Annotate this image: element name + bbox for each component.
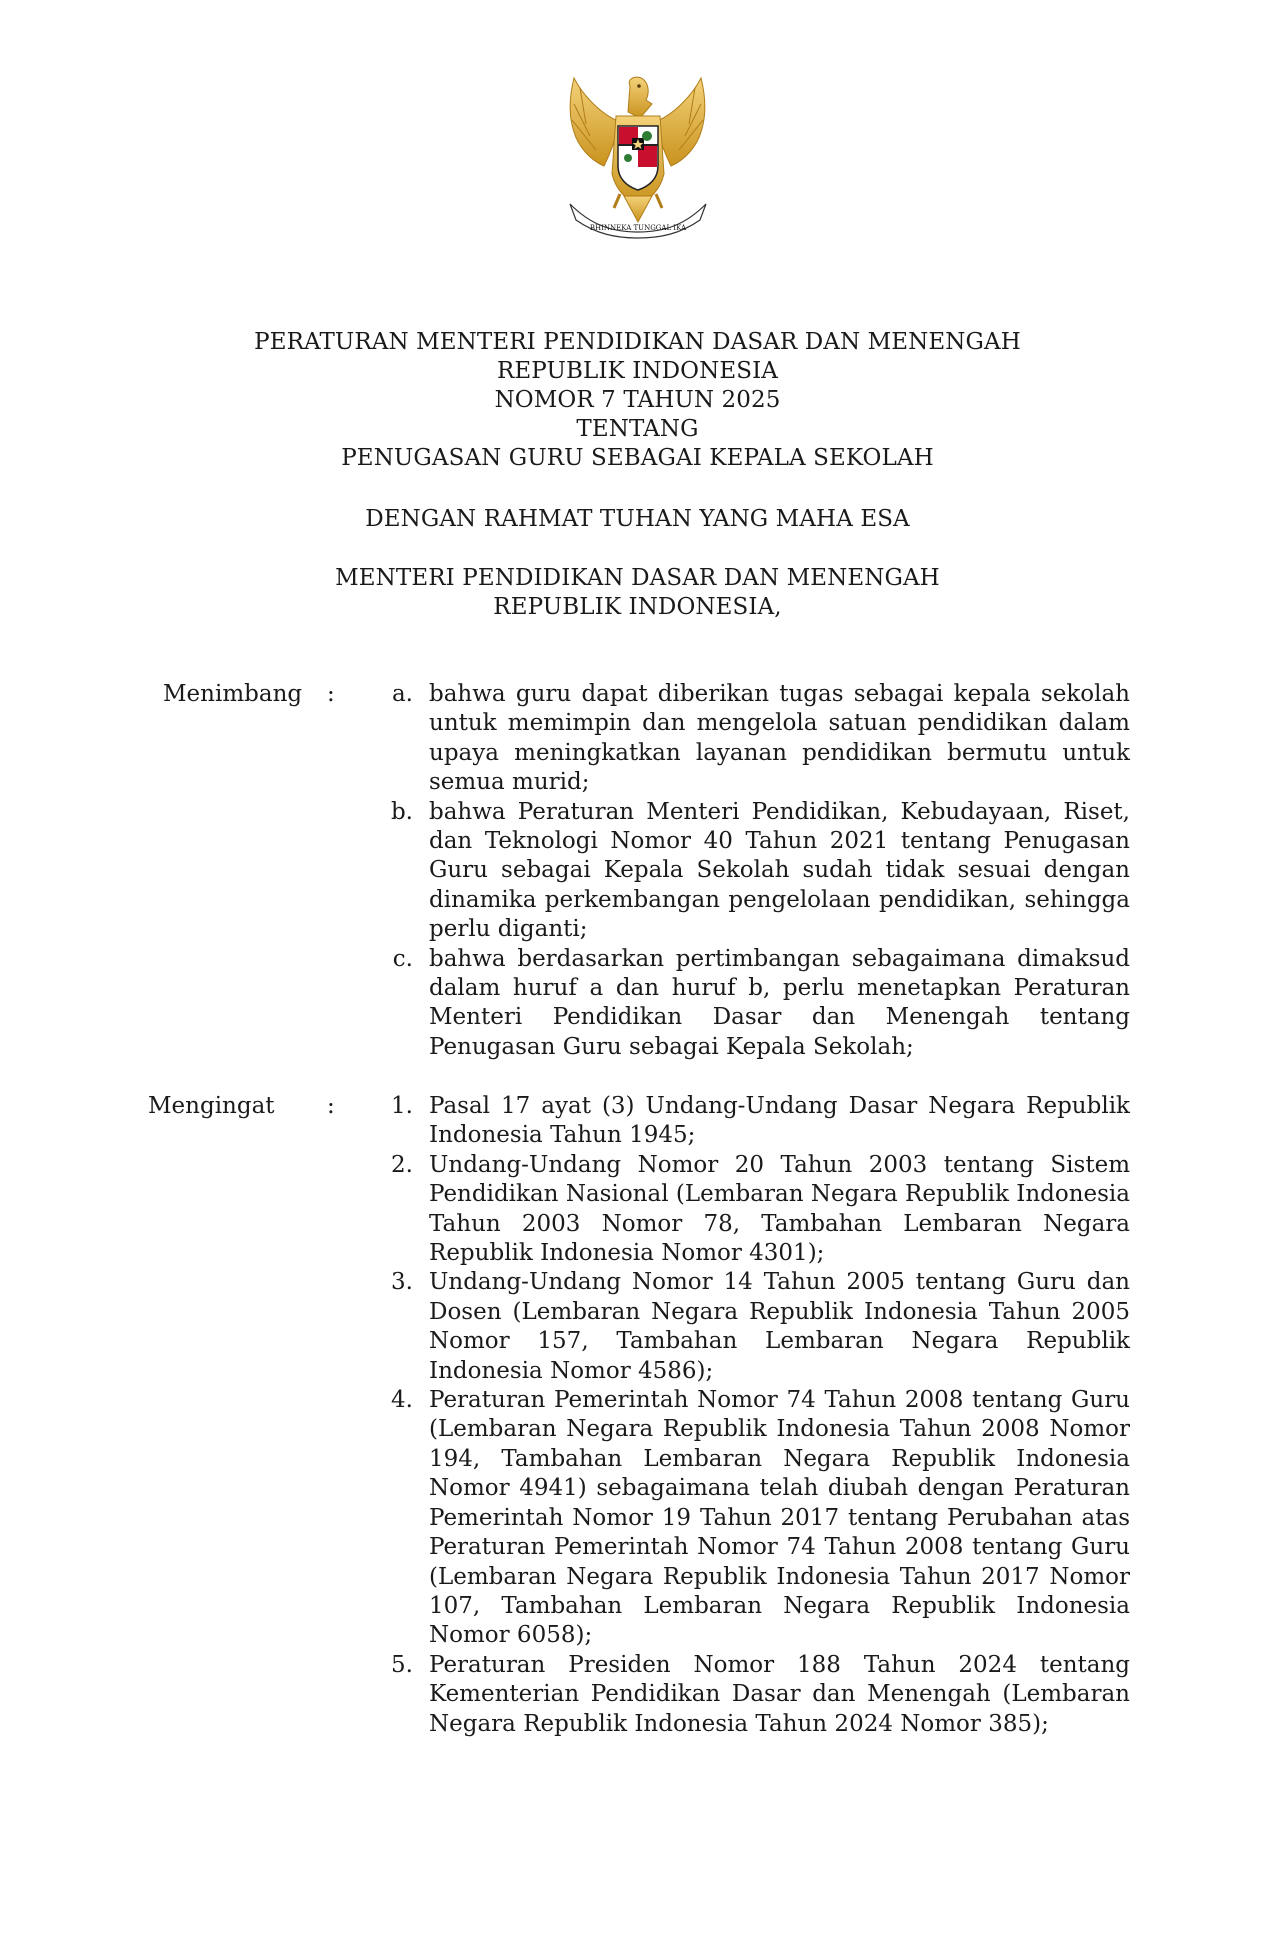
item-marker: 2.: [391, 1151, 413, 1178]
item-marker: 5.: [391, 1651, 413, 1678]
menimbang-colon: :: [327, 681, 335, 707]
mengingat-item: [373, 1092, 1130, 1151]
menimbang-label: Menimbang: [163, 681, 303, 707]
emblem-motto: BHINNEKA TUNGGAL IKA: [589, 224, 687, 232]
menimbang-list: [373, 680, 1130, 1062]
mengingat-colon: :: [327, 1093, 335, 1119]
invocation: [0, 505, 1275, 534]
item-text: Pasal 17 ayat (3) Undang-Undang Dasar Negara Republik Indonesia Tahun 1945;: [429, 1093, 1130, 1149]
item-text: bahwa berdasarkan pertimbangan sebagaimana dimaksud dalam huruf a dan huruf b, perlu menetapkan Peraturan Menteri Pendidikan Dasar dan Menengah tentang Penugasan Guru sebagai Kepala Sekolah;: [429, 945, 1130, 1060]
item-text: Peraturan Pemerintah Nomor 74 Tahun 2008 tentang Guru (Lembaran Negara Republik Indonesia Tahun 2008 Nomor 194, Tambahan Lembaran Negara Republik Indonesia Nomor 4941) sebagaimana telah diubah dengan Peraturan Pemerintah Nomor 19 Tahun 2017 tentang Perubahan atas Peraturan Pemerintah Nomor 74 Tahun 2008 tentang Guru (Lembaran Negara Republik Indonesia Tahun 2017 Nomor 107, Tambahan Lembaran Negara Republik Indonesia Nomor 6058);: [429, 1387, 1130, 1649]
item-marker: 4.: [391, 1387, 413, 1414]
title-line: PENUGASAN GURU SEBAGAI KEPALA SEKOLAH: [341, 445, 934, 471]
mengingat-item: [373, 1268, 1130, 1386]
title-line: REPUBLIK INDONESIA: [497, 358, 778, 384]
item-text: Undang-Undang Nomor 20 Tahun 2003 tentang Sistem Pendidikan Nasional (Lembaran Negara Republik Indonesia Tahun 2003 Nomor 78, Tambahan Lembaran Negara Republik Indonesia Nomor 4301);: [429, 1151, 1130, 1267]
mengingat-item: [373, 1651, 1130, 1739]
title-line: PERATURAN MENTERI PENDIDIKAN DASAR DAN MENENGAH: [254, 329, 1021, 355]
item-marker: 3.: [391, 1269, 413, 1296]
item-marker: b.: [390, 798, 413, 825]
regulation-title: [0, 328, 1275, 473]
item-marker: 1.: [391, 1093, 413, 1119]
mengingat-item: [373, 1386, 1130, 1651]
mengingat-item: [373, 1151, 1130, 1269]
minister-heading: [0, 564, 1275, 622]
mengingat-list: [373, 1092, 1130, 1739]
item-marker: c.: [392, 945, 413, 972]
garuda-pancasila-emblem: [560, 74, 715, 240]
item-text: Undang-Undang Nomor 14 Tahun 2005 tentang Guru dan Dosen (Lembaran Negara Republik Indonesia Tahun 2005 Nomor 157, Tambahan Lembaran Negara Republik Indonesia Nomor 4586);: [429, 1269, 1130, 1384]
item-text: Peraturan Presiden Nomor 188 Tahun 2024 tentang Kementerian Pendidikan Dasar dan Menengah (Lembaran Negara Republik Indonesia Tahun 2024 Nomor 385);: [429, 1651, 1130, 1737]
title-line: NOMOR 7 TAHUN 2025: [494, 387, 781, 413]
item-text: bahwa guru dapat diberikan tugas sebagai kepala sekolah untuk memimpin dan mengelola satuan pendidikan dalam upaya meningkatkan layanan pendidikan bermutu untuk semua murid;: [429, 681, 1130, 796]
mengingat-label: Mengingat: [148, 1093, 275, 1119]
invocation-text: DENGAN RAHMAT TUHAN YANG MAHA ESA: [365, 506, 910, 532]
menimbang-item: [373, 945, 1130, 1063]
item-marker: a.: [391, 681, 413, 707]
menimbang-item: [373, 680, 1130, 798]
minister-line: MENTERI PENDIDIKAN DASAR DAN MENENGAH: [335, 565, 940, 591]
minister-line: REPUBLIK INDONESIA,: [493, 594, 782, 620]
menimbang-item: [373, 798, 1130, 945]
title-line: TENTANG: [576, 416, 699, 442]
item-text: bahwa Peraturan Menteri Pendidikan, Kebudayaan, Riset, dan Teknologi Nomor 40 Tahun 2021 tentang Penugasan Guru sebagai Kepala Sekolah sudah tidak sesuai dengan dinamika perkembangan pengelolaan pendidikan, sehingga perlu diganti;: [429, 798, 1130, 943]
